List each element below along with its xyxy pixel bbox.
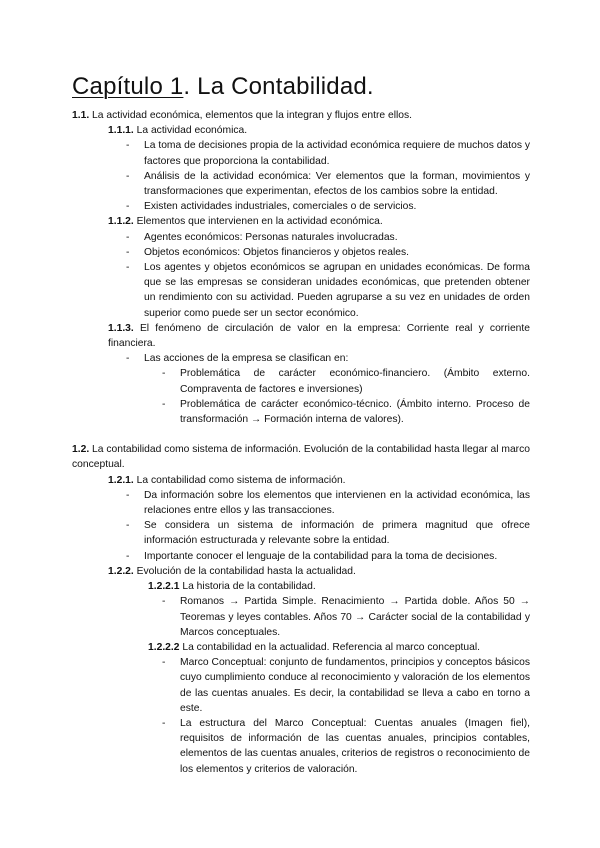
section-1-1-2-list	[126, 230, 530, 321]
section-number: 1.2.2.	[108, 565, 134, 577]
section-1-1-heading	[72, 108, 530, 123]
section-text: La actividad económica, elementos que la integran y flujos entre ellos.	[89, 110, 413, 121]
bullet-dash: -	[126, 140, 130, 152]
bullet-dash: -	[162, 398, 166, 410]
paragraph-gap	[72, 427, 530, 442]
section-1-2-2-1-heading	[148, 579, 530, 594]
bullet-dash: -	[162, 368, 166, 380]
bullet-dash: -	[162, 657, 166, 669]
bullet-dash: -	[162, 717, 166, 729]
list-item-text: Existen actividades industriales, comerciales o de servicios.	[144, 201, 417, 213]
section-number: 1.1.3.	[108, 322, 134, 334]
list-item-text: Marco Conceptual: conjunto de fundamentos, principios y conceptos básicos cuyo cumplimiento conduce al reconocimiento y valoración de los elementos de las cuentas anuales. Es decir, la contabilidad se lleva a cabo en torno a este.	[180, 657, 530, 714]
bullet-dash: -	[126, 550, 130, 562]
list-item	[162, 655, 530, 716]
section-text: La contabilidad en la actualidad. Referencia al marco conceptual.	[179, 641, 481, 653]
section-number: 1.1.2.	[108, 216, 134, 228]
list-item	[126, 169, 530, 199]
section-1-2-2-2-heading	[148, 640, 530, 655]
section-1-2-heading	[72, 442, 530, 472]
section-1-2-2-1-list	[162, 594, 530, 640]
section-1-2-2-heading	[108, 564, 530, 579]
list-item-text: La toma de decisiones propia de la actividad económica requiere de muchos datos y factores que proporciona la contabilidad.	[144, 140, 530, 167]
list-item	[126, 549, 530, 564]
list-item-text: Objetos económicos: Objetos financieros y objetos reales.	[144, 246, 409, 258]
section-text: El fenómeno de circulación de valor en la empresa: Corriente real y corriente financiera.	[108, 322, 530, 350]
section-1-1-3-heading	[72, 321, 530, 351]
list-item	[126, 260, 530, 321]
bullet-dash: -	[126, 489, 130, 501]
section-text: La actividad económica.	[133, 125, 248, 137]
list-item-text: Análisis de la actividad económica: Ver elementos que la forman, movimientos y transformaciones que experimentan, efectos de los cambios sobre la entidad.	[144, 170, 530, 198]
list-item-text: Las acciones de la empresa se clasifican en:	[144, 353, 349, 365]
chapter-title-prefix: Capítulo 1	[72, 73, 184, 100]
list-item-text: Los agentes y objetos económicos se agrupan en unidades económicas. De forma que se las empresas se consideran unidades económicas, que pretenden obtener un rendimiento con su actividad. Pueden agruparse a su vez en unidades de orden superior como puede ser un sector económico.	[144, 262, 530, 319]
list-item-text: La estructura del Marco Conceptual: Cuentas anuales (Imagen fiel), requisitos de información de las cuentas anuales, principios contables, elementos de las cuentas anuales, criterios de registros o reconocimiento de los elementos y criterios de valoración.	[180, 717, 530, 775]
list-item-text: Se considera un sistema de información de primera magnitud que ofrece información estructurada y relevante sobre la entidad.	[144, 520, 530, 547]
list-item	[126, 245, 530, 260]
list-item	[162, 397, 530, 427]
bullet-dash: -	[126, 262, 130, 274]
list-item	[162, 366, 530, 396]
section-text: La historia de la contabilidad.	[179, 581, 316, 593]
bullet-dash: -	[126, 520, 130, 532]
list-item	[126, 351, 530, 366]
list-item-text: Importante conocer el lenguaje de la contabilidad para la toma de decisiones.	[144, 550, 498, 562]
section-1-1-3-sublist	[162, 366, 530, 427]
list-item-text: Problemática de carácter económico-financiero. (Ámbito externo. Compraventa de factores e inversiones)	[180, 368, 530, 395]
section-number: 1.2.2.2	[148, 641, 180, 653]
bullet-dash: -	[126, 201, 130, 213]
section-1-1-1-heading	[108, 123, 530, 138]
section-text: Evolución de la contabilidad hasta la actualidad.	[133, 565, 356, 577]
section-number: 1.2.	[72, 444, 90, 456]
section-1-1-3-list	[126, 351, 530, 366]
list-item	[162, 716, 530, 777]
section-text: La contabilidad como sistema de información.	[133, 474, 346, 486]
section-number: 1.2.2.1	[148, 581, 180, 593]
section-1-2-1-list	[126, 488, 530, 564]
list-item-text: Agentes económicos: Personas naturales involucradas.	[144, 231, 398, 243]
list-item	[126, 138, 530, 168]
section-number: 1.2.1.	[108, 474, 134, 486]
section-1-1-2-heading	[108, 214, 530, 229]
bullet-dash: -	[126, 353, 130, 365]
bullet-dash: -	[126, 246, 130, 258]
chapter-title	[72, 72, 530, 102]
section-text: Elementos que intervienen en la actividad económica.	[133, 216, 383, 228]
section-text: La contabilidad como sistema de información. Evolución de la contabilidad hasta llegar al marco conceptual.	[72, 444, 530, 471]
chapter-title-rest: . La Contabilidad.	[183, 73, 374, 100]
list-item	[126, 488, 530, 518]
bullet-dash: -	[126, 170, 130, 182]
list-item	[162, 594, 530, 640]
section-1-2-1-heading	[108, 473, 530, 488]
section-number: 1.1.1.	[108, 125, 134, 137]
section-number: 1.1.	[72, 110, 90, 121]
section-1-2-2-2-list	[162, 655, 530, 777]
list-item	[126, 230, 530, 245]
bullet-dash: -	[126, 231, 130, 243]
list-item	[126, 199, 530, 214]
list-item-text: Problemática de carácter económico-técnico. (Ámbito interno. Proceso de transformación → Formación interna de valores).	[180, 398, 530, 426]
list-item	[126, 518, 530, 548]
list-item-text: Romanos → Partida Simple. Renacimiento → Partida doble. Años 50 → Teoremas y leyes contables. Años 70 → Carácter social de la contabilidad y Marcos conceptuales.	[180, 596, 530, 638]
section-1-1-1-list	[126, 138, 530, 214]
list-item-text: Da información sobre los elementos que intervienen en la actividad económica, las relaciones entre ellos y las transacciones.	[144, 489, 530, 517]
bullet-dash: -	[162, 596, 166, 608]
